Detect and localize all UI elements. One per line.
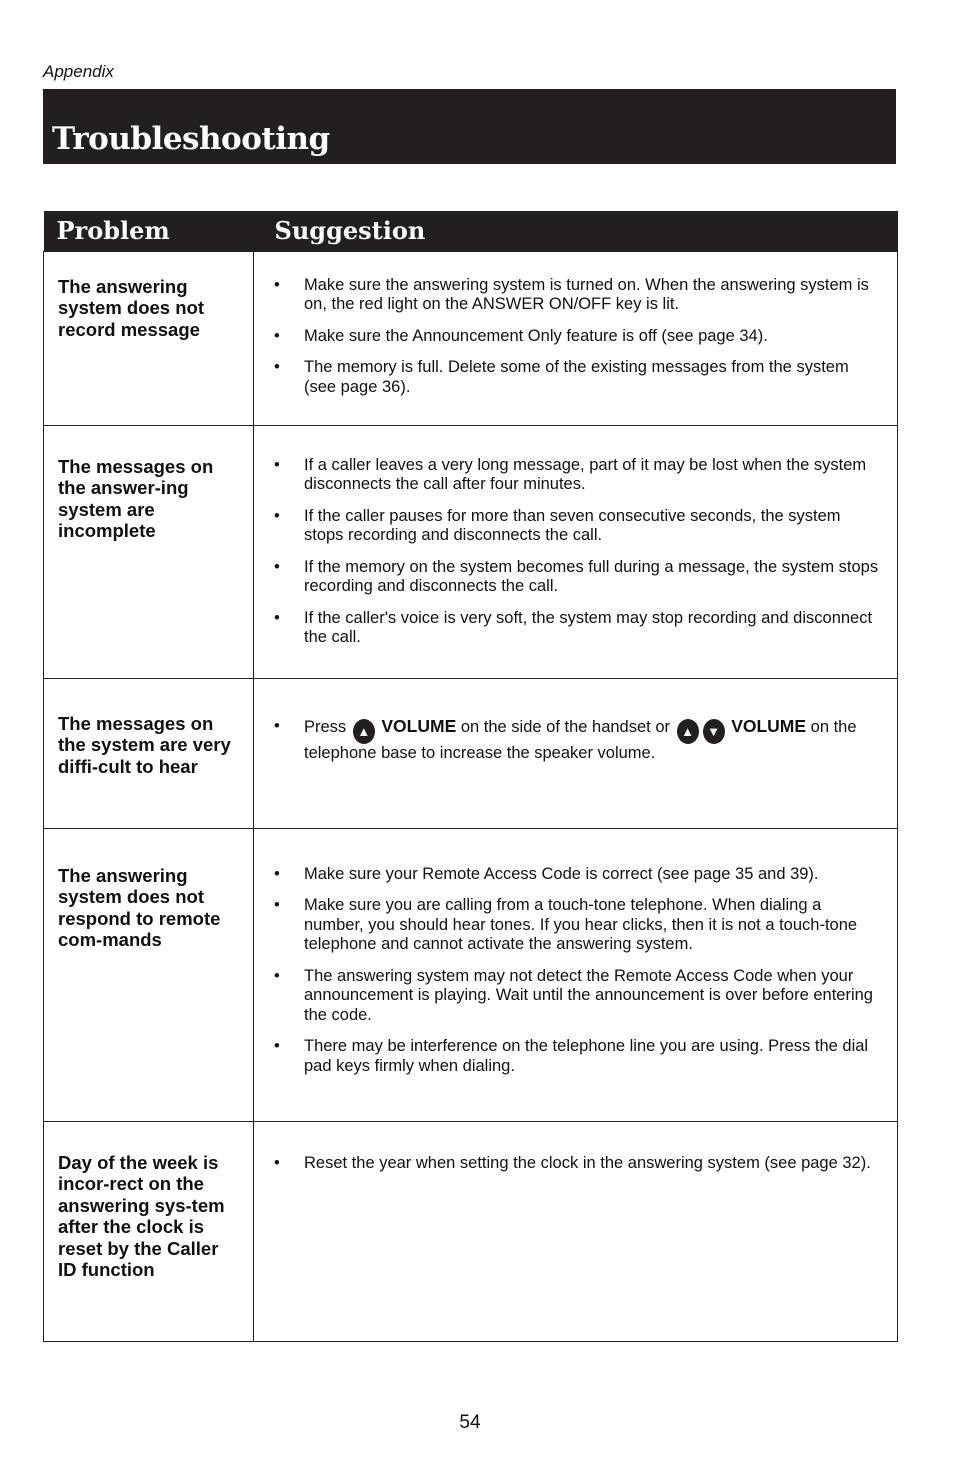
press-text: Press bbox=[304, 717, 347, 736]
troubleshooting-table bbox=[43, 211, 898, 1342]
problem-cell: The answering system does not respond to remote com-mands bbox=[44, 828, 254, 1121]
handset-text: on the side of the handset or bbox=[460, 717, 670, 736]
table-row bbox=[44, 251, 898, 425]
suggestion-item: • Reset the year when setting the clock in the answering system (see page 32). bbox=[274, 1154, 883, 1174]
suggestion-item: • Make sure your Remote Access Code is correct (see page 35 and 39). bbox=[274, 865, 883, 885]
suggestion-item: • There may be interference on the telephone line you are using. Press the dial pad keys firmly when dialing. bbox=[274, 1037, 883, 1076]
suggestion-item: • The memory is full. Delete some of the existing messages from the system (see page 36). bbox=[274, 358, 883, 397]
suggestion-list bbox=[274, 456, 883, 648]
problem-cell: The messages on the system are very diffi-cult to hear bbox=[44, 678, 254, 828]
base-text: on the telephone base to increase the speaker volume. bbox=[304, 717, 857, 762]
suggestion-list bbox=[274, 865, 883, 1077]
title-bar bbox=[43, 89, 896, 164]
suggestion-cell bbox=[254, 251, 898, 425]
suggestion-item: • Make sure the Announcement Only feature is off (see page 34). bbox=[274, 327, 883, 347]
page-title: Troubleshooting bbox=[52, 121, 330, 157]
suggestion-item: • Make sure you are calling from a touch-tone telephone. When dialing a number, you should hear tones. If you hear clicks, then it is not a touch-tone telephone and cannot activate the answering system. bbox=[274, 896, 883, 955]
suggestion-item: • The answering system may not detect the Remote Access Code when your announcement is playing. Wait until the announcement is over before entering the code. bbox=[274, 967, 883, 1026]
suggestion-item: • If a caller leaves a very long message, part of it may be lost when the system disconnects the call after four minutes. bbox=[274, 456, 883, 495]
table-header-row bbox=[44, 211, 898, 251]
suggestion-item: • If the caller's voice is very soft, the system may stop recording and disconnect the call. bbox=[274, 609, 883, 648]
problem-cell: The answering system does not record message bbox=[44, 251, 254, 425]
table-row bbox=[44, 828, 898, 1121]
suggestion-list bbox=[274, 1154, 883, 1174]
section-label: Appendix bbox=[43, 62, 114, 81]
volume-up-icon: ▲ bbox=[353, 719, 375, 744]
suggestion-cell bbox=[254, 678, 898, 828]
table-row bbox=[44, 678, 898, 828]
suggestion-list bbox=[274, 276, 883, 398]
column-header-problem: Problem bbox=[44, 211, 254, 251]
volume-key-label: VOLUME bbox=[731, 715, 807, 736]
suggestion-list bbox=[274, 717, 883, 764]
suggestion-item: • Make sure the answering system is turned on. When the answering system is on, the red light on the ANSWER ON/OFF key is lit. bbox=[274, 276, 883, 315]
page-number: 54 bbox=[459, 1412, 481, 1433]
volume-key-label: VOLUME bbox=[381, 715, 457, 736]
volume-down-icon: ▼ bbox=[703, 719, 725, 744]
problem-cell: Day of the week is incor-rect on the answering sys-tem after the clock is reset by the Caller ID function bbox=[44, 1121, 254, 1341]
table-row bbox=[44, 425, 898, 678]
suggestion-item: • If the caller pauses for more than seven consecutive seconds, the system stops recording and disconnects the call. bbox=[274, 507, 883, 546]
table-row bbox=[44, 1121, 898, 1341]
suggestion-item: • If the memory on the system becomes full during a message, the system stops recording and disconnects the call. bbox=[274, 558, 883, 597]
suggestion-cell bbox=[254, 425, 898, 678]
suggestion-cell bbox=[254, 828, 898, 1121]
column-header-suggestion: Suggestion bbox=[254, 211, 898, 251]
suggestion-cell bbox=[254, 1121, 898, 1341]
volume-up-icon: ▲ bbox=[677, 719, 699, 744]
problem-cell: The messages on the answer-ing system are incomplete bbox=[44, 425, 254, 678]
suggestion-item-volume bbox=[274, 717, 883, 764]
